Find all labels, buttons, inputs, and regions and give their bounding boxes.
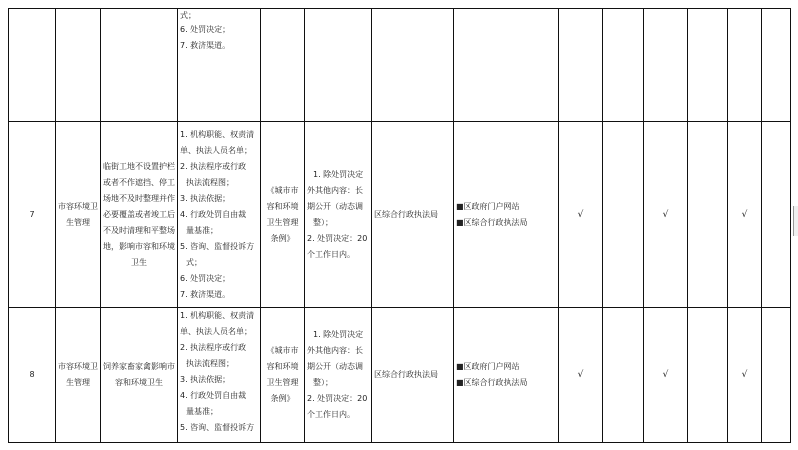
mark-cell: √ — [728, 308, 762, 443]
empty-cell — [762, 308, 791, 443]
empty-cell — [762, 9, 791, 122]
item-cell: 饲养家畜家禽影响市容和环境卫生 — [101, 308, 178, 443]
empty-cell — [688, 122, 728, 308]
content-line: 3. 执法依据； — [180, 375, 231, 384]
content-line: 式； — [186, 257, 202, 267]
content-line: 4. 行政处罚自由裁 — [180, 209, 247, 219]
channel-cell — [454, 9, 559, 122]
mark-cell: √ — [728, 122, 762, 308]
disclose-line: 外其他内容：长 — [307, 185, 363, 195]
empty-cell — [603, 308, 644, 443]
disclosure-table — [8, 8, 791, 443]
table-row — [9, 9, 791, 122]
disclose-cell — [305, 308, 372, 443]
disclose-line: 2. 处罚决定：20 — [307, 394, 368, 403]
basis-cell: 《城市市容和环境卫生管理条例》 — [261, 122, 305, 308]
empty-cell — [603, 122, 644, 308]
seq-cell — [9, 9, 56, 122]
disclose-line: 1. 除处罚决定 — [313, 169, 364, 179]
empty-cell — [688, 9, 728, 122]
content-line: 5. 咨询、监督投诉方 — [180, 423, 255, 432]
content-line: 量基准； — [186, 407, 218, 416]
disclose-cell — [305, 9, 372, 122]
mark-cell: √ — [559, 122, 603, 308]
channel-line: ■区综合行政执法局 — [456, 217, 528, 227]
disclose-line: 整）； — [313, 378, 333, 387]
empty-cell — [688, 308, 728, 443]
empty-cell — [603, 9, 644, 122]
disclose-line: 期公开（动态调 — [307, 362, 363, 371]
mark-cell — [728, 9, 762, 122]
content-line: 单、执法人员名单； — [180, 145, 252, 155]
empty-cell — [762, 122, 791, 308]
content-line: 6. 处罚决定； — [180, 273, 231, 283]
mark-cell: √ — [644, 122, 688, 308]
content-line: 1. 机构职能、权责清 — [180, 129, 255, 139]
disclose-line: 外其他内容：长 — [307, 346, 363, 355]
seq-cell: 7 — [9, 122, 56, 308]
disclose-cell — [305, 122, 372, 308]
scroll-handle[interactable] — [793, 206, 798, 236]
content-cell — [178, 9, 261, 122]
disclose-line: 1. 除处罚决定 — [313, 330, 364, 339]
subject-cell — [372, 9, 454, 122]
category-cell: 市容环境卫生管理 — [56, 122, 101, 308]
basis-cell: 《城市市容和环境卫生管理条例》 — [261, 308, 305, 443]
content-line: 单、执法人员名单； — [180, 327, 252, 336]
category-cell — [56, 9, 101, 122]
subject-cell: 区综合行政执法局 — [372, 308, 454, 443]
content-line: 2. 执法程序或行政 — [180, 343, 247, 352]
content-line: 7. 救济渠道。 — [180, 289, 231, 299]
mark-cell — [644, 9, 688, 122]
content-cell — [178, 308, 261, 443]
channel-line: ■区综合行政执法局 — [456, 378, 528, 387]
basis-cell — [261, 9, 305, 122]
channel-cell — [454, 122, 559, 308]
mark-cell: √ — [559, 308, 603, 443]
content-line: 执法流程图； — [186, 177, 234, 187]
content-line: 7. 救济渠道。 — [180, 41, 231, 50]
content-line: 5. 咨询、监督投诉方 — [180, 241, 255, 251]
subject-cell: 区综合行政执法局 — [372, 122, 454, 308]
category-cell: 市容环境卫生管理 — [56, 308, 101, 443]
content-line: 6. 处罚决定； — [180, 25, 231, 34]
content-line: 2. 执法程序或行政 — [180, 161, 247, 171]
disclose-line: 个工作日内。 — [307, 249, 355, 259]
item-cell: 临街工地不设置护栏或者不作遮挡、停工场地不及时整理并作必要覆盖或者竣工后不及时清理和平整场地，影响市容和环境卫生 — [101, 122, 178, 308]
mark-cell — [559, 9, 603, 122]
content-line: 1. 机构职能、权责清 — [180, 311, 255, 320]
disclose-line: 期公开（动态调 — [307, 201, 363, 211]
content-line: 4. 行政处罚自由裁 — [180, 391, 247, 400]
content-line: 式； — [180, 11, 196, 20]
content-cell — [178, 122, 261, 308]
channel-cell — [454, 308, 559, 443]
table-row — [9, 122, 791, 308]
channel-line: ■区政府门户网站 — [456, 362, 520, 371]
channel-line: ■区政府门户网站 — [456, 201, 520, 211]
disclose-line: 整）； — [313, 217, 333, 227]
seq-cell: 8 — [9, 308, 56, 443]
content-line: 量基准； — [186, 225, 218, 235]
item-cell — [101, 9, 178, 122]
content-line: 执法流程图； — [186, 359, 234, 368]
disclose-line: 2. 处罚决定：20 — [307, 233, 368, 243]
content-line: 3. 执法依据； — [180, 193, 231, 203]
disclose-line: 个工作日内。 — [307, 410, 355, 419]
table-row — [9, 308, 791, 443]
mark-cell: √ — [644, 308, 688, 443]
